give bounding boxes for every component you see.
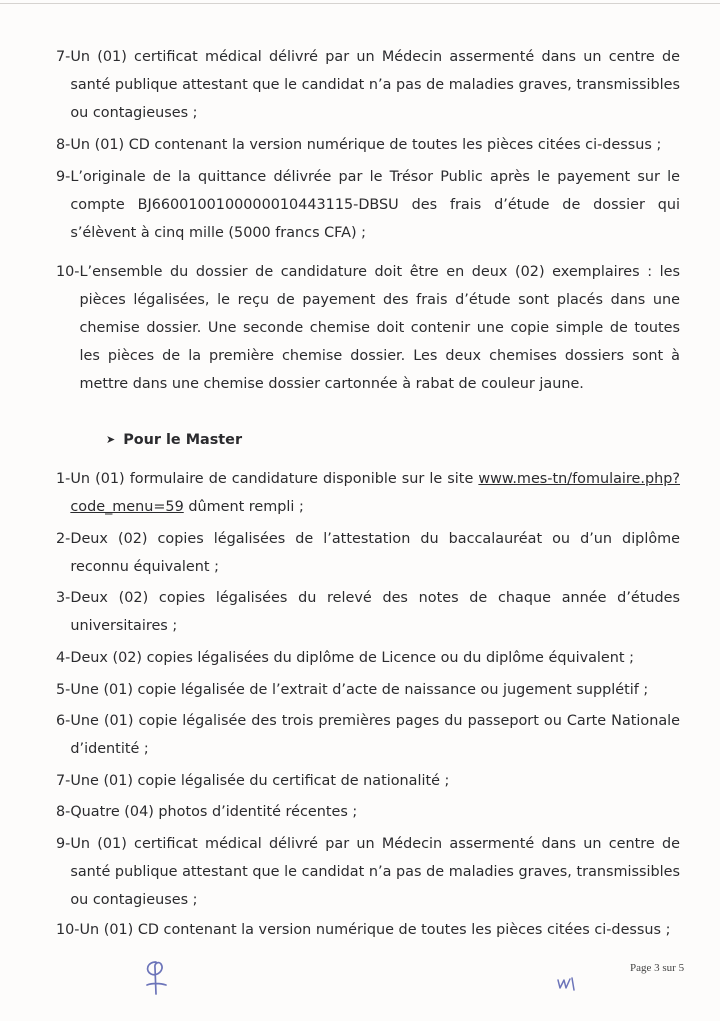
item-text: Deux (02) copies légalisées du relevé des notes de chaque année d’études universitaires ; (70, 590, 680, 634)
section-heading-master (106, 426, 242, 454)
section-title: Pour le Master (123, 432, 243, 448)
item-number: 6- (56, 713, 71, 729)
item-text: Deux (02) copies légalisées de l’attestation du baccalauréat ou d’un diplôme reconnu équivalent ; (70, 531, 680, 575)
list-item (56, 584, 680, 640)
item-text-part: dûment rempli ; (183, 499, 304, 515)
item-text: L’originale de la quittance délivrée par le Trésor Public après le payement sur le compte BJ6600100100000010443115-DBSU des frais d’étude de dossier qui s’élèvent à cinq mille (5000 francs CFA) ; (70, 169, 680, 241)
application-form-link[interactable]: www.mes-tn/fomulaire.php?code_menu=59 (70, 471, 680, 515)
item-number: 8- (56, 804, 71, 820)
list-item (56, 676, 680, 704)
list-item (56, 163, 680, 247)
item-text: Une (01) copie légalisée de l’extrait d’acte de naissance ou jugement supplétif ; (70, 682, 649, 698)
item-text: Un (01) CD contenant la version numérique de toutes les pièces citées ci-dessus ; (79, 922, 671, 938)
list-item (56, 830, 680, 914)
item-text: Un (01) certificat médical délivré par un Médecin assermenté dans un centre de santé publique attestant que le candidat n’a pas de maladies graves, transmissibles ou contagieuses ; (70, 836, 680, 908)
list-item (56, 525, 680, 581)
item-text-part: Un (01) formulaire de candidature disponible sur le site (70, 471, 479, 487)
item-number: 9- (56, 836, 71, 852)
item-text (70, 465, 680, 521)
item-text: L’ensemble du dossier de candidature doit être en deux (02) exemplaires : les pièces légalisées, le reçu de payement des frais d’étude sont placés dans une chemise dossier. Une seconde chemise doit contenir une copie simple de toutes les pièces de la première chemise dossier. Les deux chemises dossiers sont à mettre dans une chemise dossier cartonnée à rabat de couleur jaune. (79, 264, 680, 392)
item-text: Deux (02) copies légalisées du diplôme de Licence ou du diplôme équivalent ; (70, 650, 634, 666)
item-text: Une (01) copie légalisée des trois premières pages du passeport ou Carte Nationale d’identité ; (70, 713, 680, 757)
item-number: 7- (56, 773, 71, 789)
item-text: Un (01) certificat médical délivré par un Médecin assermenté dans un centre de santé publique attestant que le candidat n’a pas de maladies graves, transmissibles ou contagieuses ; (70, 49, 680, 121)
list-item (56, 644, 680, 672)
list-item (56, 258, 680, 398)
list-item (56, 767, 680, 795)
item-text: Un (01) CD contenant la version numérique de toutes les pièces citées ci-dessus ; (70, 137, 662, 153)
item-number: 1- (56, 471, 71, 487)
item-number: 3- (56, 590, 71, 606)
list-item (56, 465, 680, 521)
item-number: 10- (56, 922, 80, 938)
list-item (56, 916, 680, 944)
handwritten-initial-mark (555, 974, 581, 994)
item-number: 8- (56, 137, 71, 153)
item-number: 7- (56, 49, 71, 65)
item-number: 5- (56, 682, 71, 698)
list-item (56, 707, 680, 763)
arrow-bullet-icon: ➤ (106, 433, 116, 446)
list-item (56, 798, 680, 826)
item-number: 4- (56, 650, 71, 666)
handwritten-initial-signature (138, 958, 174, 1002)
item-number: 2- (56, 531, 71, 547)
item-text: Quatre (04) photos d’identité récentes ; (70, 804, 358, 820)
page-number: Page 3 sur 5 (630, 962, 685, 974)
item-number: 10- (56, 264, 80, 280)
top-rule (0, 3, 720, 4)
list-item (56, 131, 680, 159)
item-text: Une (01) copie légalisée du certificat de nationalité ; (70, 773, 450, 789)
list-item (56, 43, 680, 127)
item-number: 9- (56, 169, 71, 185)
